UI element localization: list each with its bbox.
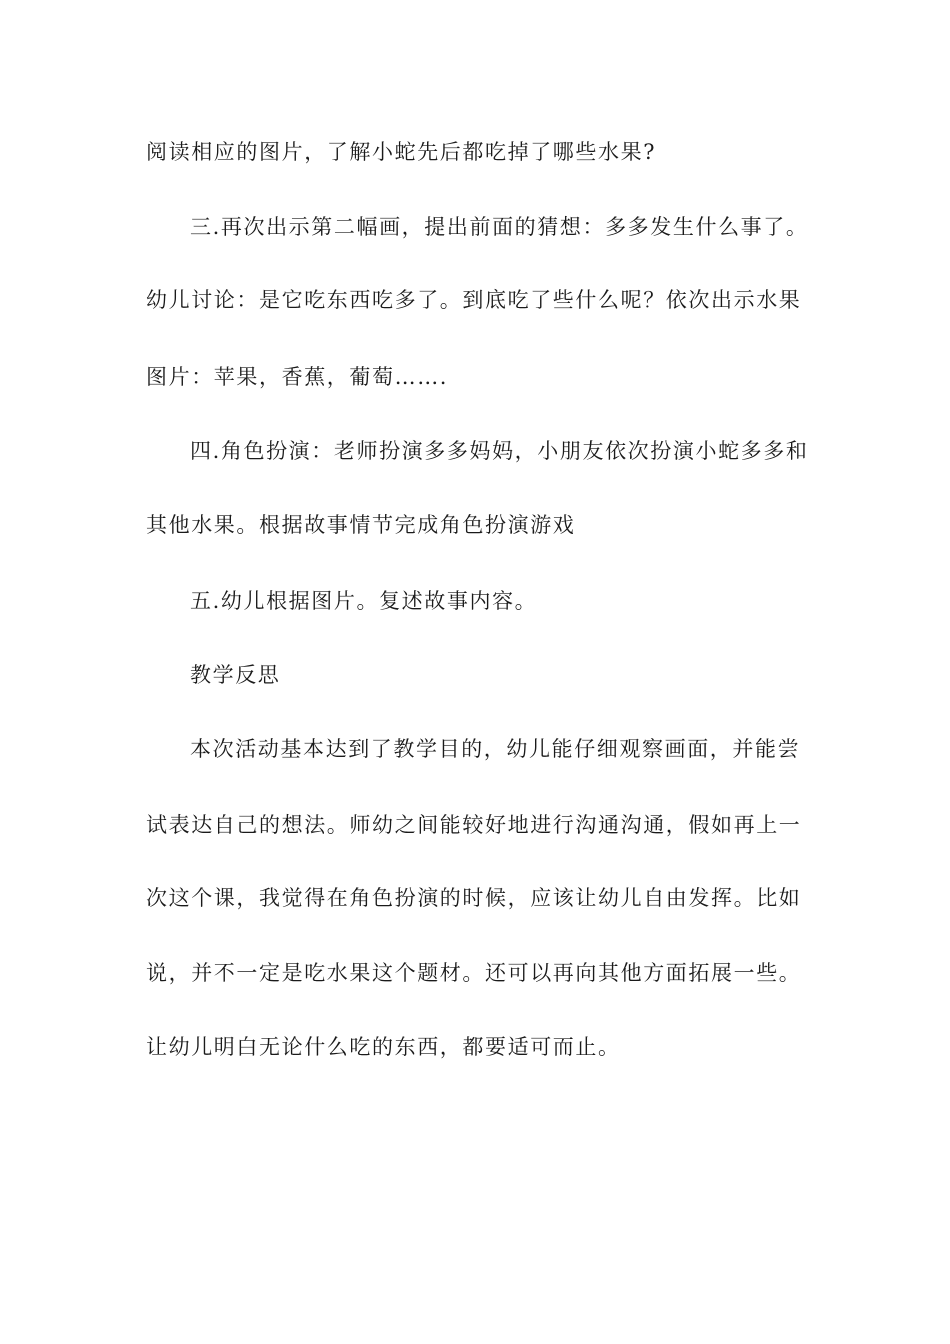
text-line: 阅读相应的图片，了解小蛇先后都吃掉了哪些水果? [146,140,657,164]
text-line: 其他水果。根据故事情节完成角色扮演游戏 [146,513,576,537]
section-three-line: 三.再次出示第二幅画，提出前面的猜想：多多发生什么事了。 [190,215,809,239]
section-heading: 教学反思 [190,663,281,687]
text-line: 图片：苹果，香蕉，葡萄……. [146,365,449,389]
text-line: 幼儿讨论：是它吃东西吃多了。到底吃了些什么呢？依次出示水果 [146,288,802,312]
text-line: 次这个课，我觉得在角色扮演的时候，应该让幼儿自由发挥。比如 [146,886,802,910]
text-line: 让幼儿明白无论什么吃的东西，都要适可而止。 [146,1035,621,1059]
section-five-line: 五.幼儿根据图片。复述故事内容。 [190,589,538,613]
text-line: 试表达自己的想法。师幼之间能较好地进行沟通沟通，假如再上一 [146,813,802,837]
text-line: 说，并不一定是吃水果这个题材。还可以再向其他方面拓展一些。 [146,961,802,985]
section-four-line: 四.角色扮演：老师扮演多多妈妈，小朋友依次扮演小蛇多多和 [190,439,809,463]
reflection-line: 本次活动基本达到了教学目的，幼儿能仔细观察画面，并能尝 [190,737,801,761]
